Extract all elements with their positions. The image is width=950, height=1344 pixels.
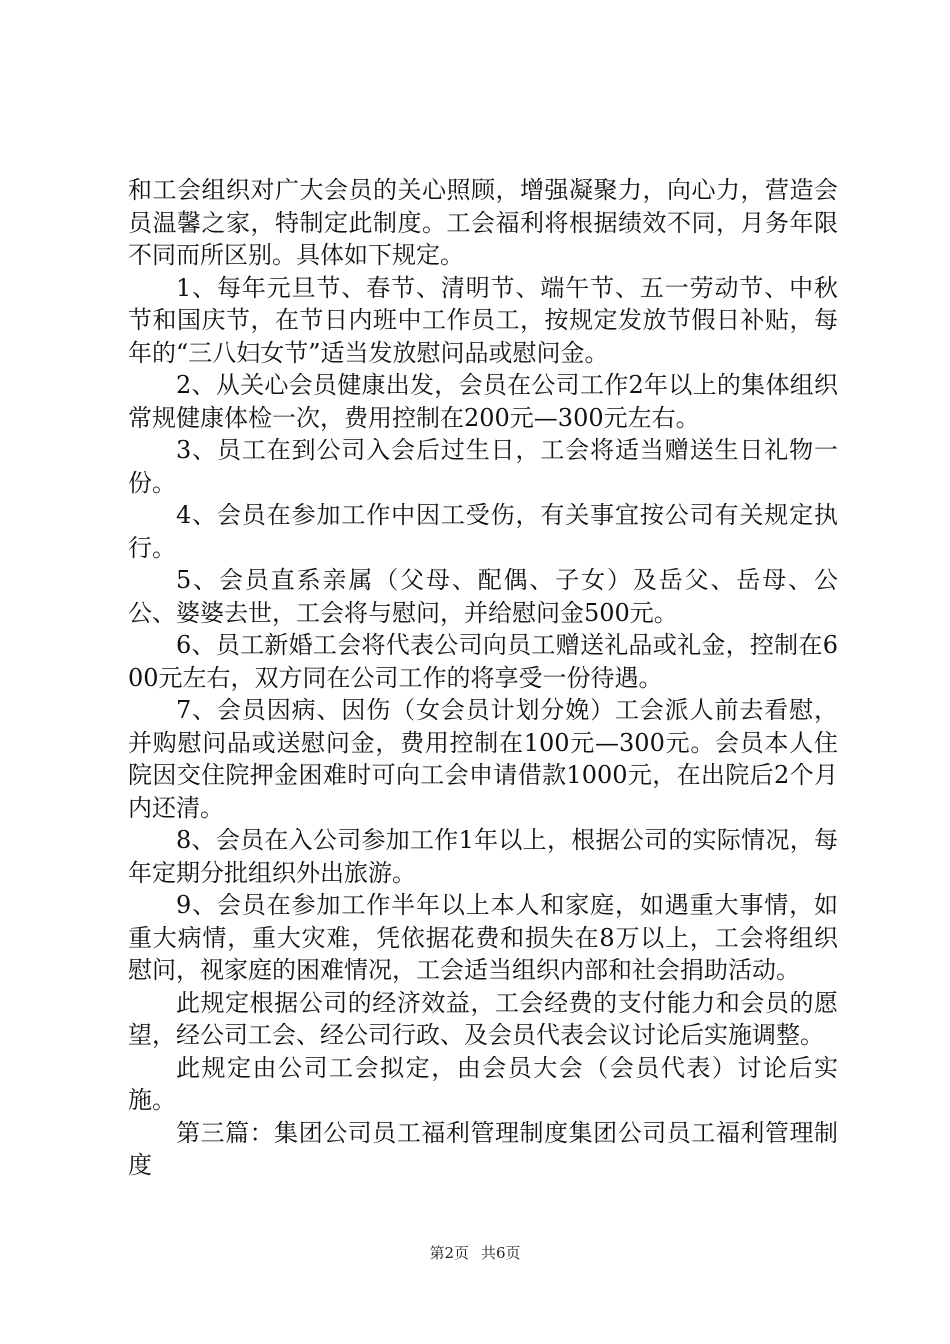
paragraph-adjustment-note: 此规定根据公司的经济效益，工会经费的支付能力和会员的愿望，经公司工会、经公司行政、及会员代表会议讨论后实施调整。 — [128, 988, 838, 1049]
section-heading: 第三篇：集团公司员工福利管理制度集团公司员工福利管理制度 — [128, 1118, 838, 1179]
paragraph-drafting-note: 此规定由公司工会拟定，由会员大会（会员代表）讨论后实施。 — [128, 1053, 838, 1114]
paragraph-item-4: 4、会员在参加工作中因工受伤，有关事宜按公司有关规定执行。 — [128, 501, 838, 562]
paragraph-item-3: 3、员工在到公司入会后过生日，工会将适当赠送生日礼物一份。 — [128, 436, 838, 497]
page-total: 共6页 — [481, 1244, 521, 1262]
paragraph-item-9: 9、会员在参加工作半年以上本人和家庭，如遇重大事情，如重大病情，重大灾难，凭依据花费和损失在8万以上，工会将组织慰问，视家庭的困难情况，工会适当组织内部和社会捐助活动。 — [128, 891, 838, 984]
page-footer — [0, 1242, 950, 1263]
paragraph-item-2: 2、从关心会员健康出发，会员在公司工作2年以上的集体组织常规健康体检一次，费用控制在200元—300元左右。 — [128, 371, 838, 432]
document-body — [128, 174, 838, 1182]
paragraph-item-6: 6、员工新婚工会将代表公司向员工赠送礼品或礼金，控制在600元左右，双方同在公司工作的将享受一份待遇。 — [128, 631, 838, 692]
paragraph-intro: 和工会组织对广大会员的关心照顾，增强凝聚力，向心力，营造会员温馨之家，特制定此制度。工会福利将根据绩效不同，月务年限不同而所区别。具体如下规定。 — [128, 176, 838, 269]
paragraph-item-8: 8、会员在入公司参加工作1年以上，根据公司的实际情况，每年定期分批组织外出旅游。 — [128, 826, 838, 887]
page-number: 第2页 — [429, 1244, 469, 1262]
paragraph-item-7: 7、会员因病、因伤（女会员计划分娩）工会派人前去看慰，并购慰问品或送慰问金，费用控制在100元—300元。会员本人住院因交住院押金困难时可向工会申请借款1000元，在出院后2个月内还清。 — [128, 696, 838, 822]
paragraph-item-5: 5、会员直系亲属（父母、配偶、子女）及岳父、岳母、公公、婆婆去世，工会将与慰问，并给慰问金500元。 — [128, 566, 838, 627]
paragraph-item-1: 1、每年元旦节、春节、清明节、端午节、五一劳动节、中秋节和国庆节，在节日内班中工作员工，按规定发放节假日补贴，每年的“三八妇女节”适当发放慰问品或慰问金。 — [128, 273, 838, 367]
